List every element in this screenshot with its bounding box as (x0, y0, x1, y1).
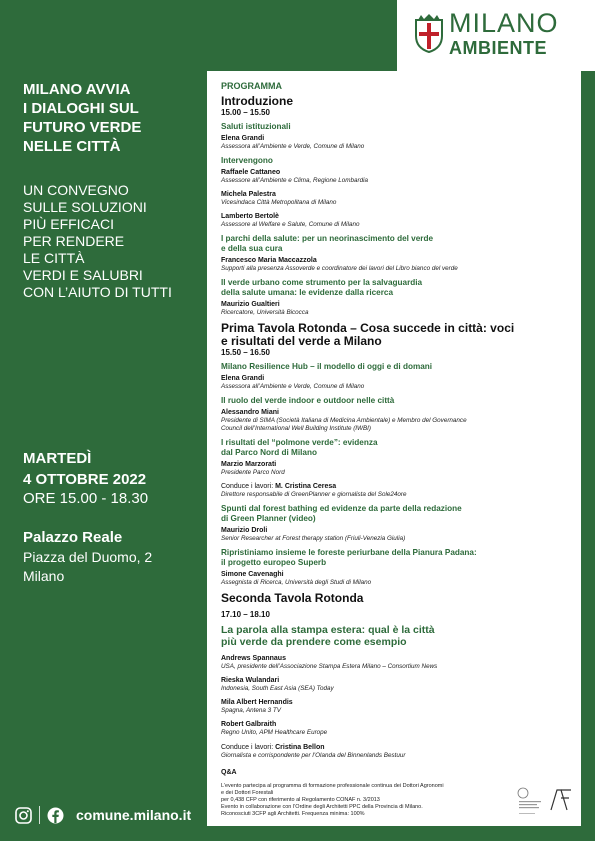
speaker-role: Indonesia, South East Asia (SEA) Today (221, 685, 334, 692)
headline (23, 80, 203, 156)
footer-divider (39, 806, 40, 824)
speaker-role: Regno Unito, APM Healthcare Europe (221, 729, 328, 736)
talk-title (221, 278, 571, 298)
speaker-name: Rieska Wulandari (221, 677, 280, 684)
section-title: Introduzione (221, 94, 293, 108)
speaker-name: Francesco Maria Maccazzola (221, 257, 317, 264)
talk-title-line: Spunti dal forest bathing ed evidenze da parte della redazione (221, 504, 462, 513)
subhead-line: CON L’AIUTO DI TUTTI (23, 284, 172, 300)
event-weekday: MARTEDÌ (23, 450, 92, 467)
speaker-name: Robert Galbraith (221, 721, 277, 728)
speaker-name: Alessandro Miani (221, 409, 279, 416)
program (221, 80, 571, 818)
speaker-name: Maurizio Droli (221, 527, 268, 534)
subhead-line: PER RENDERE (23, 233, 125, 249)
event-venue: Palazzo Reale (23, 529, 123, 546)
talk-title-line: dal Parco Nord di Milano (221, 448, 317, 457)
talk-title-line: e della sua cura (221, 244, 283, 253)
speaker-role: Vicesindaca Città Metropolitana di Milano (221, 199, 337, 206)
section-time: 15.00 – 15.50 (221, 108, 270, 117)
subheadline (23, 182, 203, 301)
brand-ambiente: AMBIENTE (449, 38, 547, 58)
talk-title-line: il progetto europeo Superb (221, 558, 327, 567)
speaker-role-line: Council dell’International Well Building Institute (IWBI) (221, 425, 372, 432)
event-address (23, 548, 152, 586)
speaker-role: Assegnista di Ricerca, Università degli Studi di Milano (221, 579, 372, 586)
speaker-role: Presidente Parco Nord (221, 469, 285, 476)
section-title-line: e risultati del verde a Milano (221, 334, 382, 348)
speaker-role: Assessora all’Ambiente e Verde, Comune di Milano (221, 143, 365, 150)
talk-title (221, 438, 571, 458)
speaker-role: Ricercatore, Università Bicocca (221, 309, 309, 316)
speaker-name: Lamberto Bertolè (221, 213, 279, 220)
session-label: Intervengono (221, 156, 273, 165)
speaker-name: Andrews Spannaus (221, 655, 286, 662)
talk-title: Il ruolo del verde indoor e outdoor nelle città (221, 396, 395, 405)
speaker-role: USA, presidente dell’Associazione Stampa Estera Milano – Consortium News (221, 663, 438, 670)
moderator (221, 743, 571, 752)
talk-title (221, 548, 571, 568)
speaker-name: Elena Grandi (221, 375, 265, 382)
speaker-name: Mila Albert Hernandis (221, 699, 293, 706)
moderator-role: Giornalista e corrispondente per l’Olanda del Binnenlands Bestuur (221, 752, 406, 759)
moderator-label: Conduce i lavori: (221, 483, 274, 490)
moderator-name: M. Cristina Ceresa (275, 483, 337, 490)
headline-line: MILANO AVVIA (23, 81, 131, 98)
talk-title (221, 504, 571, 524)
talk-title-line: La parola alla stampa estera: qual è la città (221, 624, 435, 636)
moderator-name: Cristina Bellon (275, 744, 325, 751)
subhead-line: LE CITTÀ (23, 250, 85, 266)
talk-title-line: I risultati del “polmone verde”: evidenza (221, 438, 378, 447)
section-title-line: Prima Tavola Rotonda – Cosa succede in città: voci (221, 321, 515, 335)
subhead-line: VERDI E SALUBRI (23, 267, 143, 283)
partner-logos (515, 784, 575, 818)
speaker-name: Marzio Marzorati (221, 461, 277, 468)
subhead-line: UN CONVEGNO (23, 182, 129, 198)
note-line: e dei Dottori Forestali (221, 790, 274, 796)
headline-line: NELLE CITTÀ (23, 138, 121, 155)
instagram-icon[interactable] (15, 807, 32, 824)
note-line: L’evento partecipa al programma di formazione professionale continua dei Dottori Agronomi (221, 783, 444, 789)
event-time: ORE 15.00 - 18.30 (23, 490, 149, 507)
talk-title (221, 234, 571, 254)
speaker-name: Raffaele Cattaneo (221, 169, 281, 176)
speaker-role (221, 417, 571, 433)
facebook-icon[interactable] (47, 807, 64, 824)
website-link[interactable]: comune.milano.it (76, 807, 192, 823)
accreditation-note (221, 783, 486, 818)
speaker-role: Assessora all’Ambiente e Verde, Comune di Milano (221, 383, 365, 390)
speaker-name: Elena Grandi (221, 135, 265, 142)
speaker-name: Simone Cavenaghi (221, 571, 284, 578)
speaker-role: Assessore al Welfare e Salute, Comune di Milano (221, 221, 360, 228)
headline-line: FUTURO VERDE (23, 119, 142, 136)
subhead-line: PIÙ EFFICACI (23, 216, 115, 232)
speaker-name: Maurizio Gualtieri (221, 301, 280, 308)
moderator-label: Conduce i lavori: (221, 744, 274, 751)
architects-order-logo-icon (551, 790, 571, 810)
qa-label: Q&A (221, 769, 237, 776)
talk-title: Milano Resilience Hub – il modello di oggi e di domani (221, 362, 433, 371)
subhead-line: SULLE SOLUZIONI (23, 199, 147, 215)
speaker-role: Assessore all’Ambiente e Clima, Regione Lombardia (221, 177, 368, 184)
brand-logo (397, 0, 595, 71)
milano-crest-icon (412, 14, 446, 54)
section-time: 17.10 – 18.10 (221, 610, 270, 619)
talk-title-line: di Green Planner (video) (221, 514, 316, 523)
note-line: Evento in collaborazione con l’Ordine degli Architetti PPC della Provincia di Milano. (221, 804, 423, 810)
talk-title-line: Il verde urbano come strumento per la salvaguardia (221, 278, 423, 287)
address-city: Milano (23, 568, 65, 584)
event-date (23, 448, 146, 490)
event-day: 4 OTTOBRE 2022 (23, 471, 147, 488)
ministry-emblem-icon (518, 788, 541, 814)
talk-title-line: più verde da prendere come esempio (221, 636, 407, 648)
section-time: 15.50 – 16.50 (221, 348, 270, 357)
address-street: Piazza del Duomo, 2 (23, 549, 153, 565)
session-label: Saluti istituzionali (221, 122, 291, 131)
note-line: per 0,438 CFP con riferimento al Regolamento CONAF n. 3/2013 (221, 797, 380, 803)
headline-line: I DIALOGHI SUL (23, 100, 139, 117)
moderator (221, 482, 571, 491)
talk-title-line: Ripristiniamo insieme le foreste periurbane della Pianura Padana: (221, 548, 477, 557)
footer (15, 806, 191, 824)
speaker-role: Spagna, Antena 3 TV (221, 707, 281, 714)
speaker-role-line: Presidente di SIMA (Società Italiana di Medicina Ambientale) e Membro del Governance (221, 417, 467, 424)
talk-title-line: della salute umana: le evidenze dalla ricerca (221, 288, 394, 297)
speaker-name: Michela Palestra (221, 191, 276, 198)
program-label: PROGRAMMA (221, 81, 282, 91)
talk-title (221, 624, 571, 648)
talk-title-line: I parchi della salute: per un neorinascimento del verde (221, 234, 434, 243)
speaker-role: Supporti alla presenza Assoverde e coordinatore dei lavori del Libro bianco del verde (221, 265, 458, 272)
note-line: Riconosciuti 3CFP agli Architetti. Frequenza minima: 100% (221, 811, 365, 817)
section-title (221, 322, 571, 348)
brand-milano: MILANO (449, 8, 559, 38)
section-title: Seconda Tavola Rotonda (221, 591, 364, 605)
speaker-role: Senior Researcher at Forest therapy station (Friuli-Venezia Giulia) (221, 535, 406, 542)
moderator-role: Direttore responsabile di GreenPlanner e giornalista del Sole24ore (221, 491, 407, 498)
